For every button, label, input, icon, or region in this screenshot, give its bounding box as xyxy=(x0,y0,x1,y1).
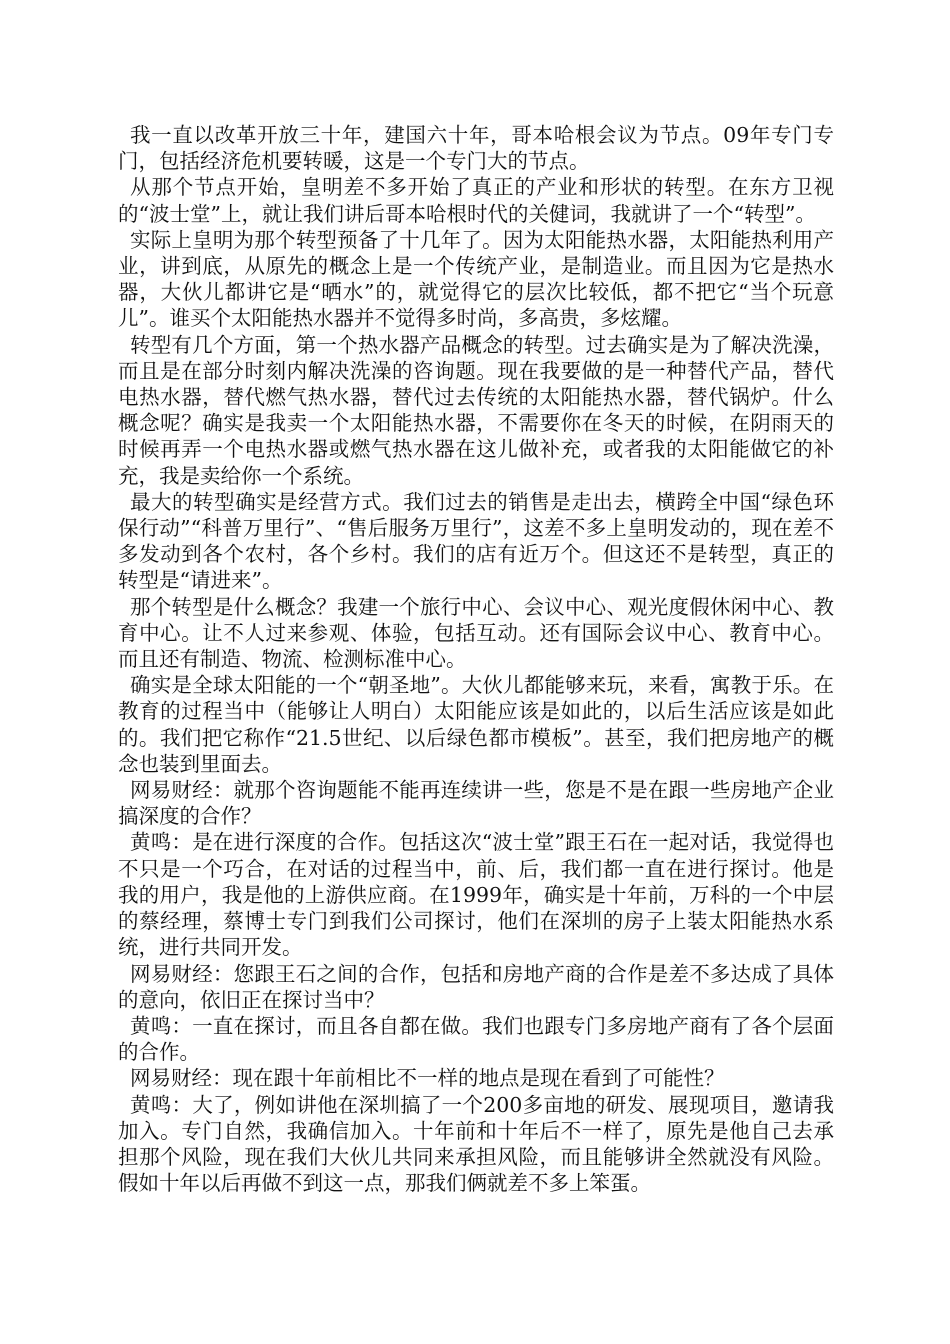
paragraph: 确实是全球太阳能的一个“朝圣地”。大伙儿都能够来玩，来看，寓教于乐。在教育的过程当中（能够让人明白）太阳能应该是如此的，以后生活应该是如此的。我们把它称作“21.5世纪、以后绿色都市模板”。甚至，我们把房地产的概念也装到里面去。 xyxy=(118,673,834,776)
article-body xyxy=(118,122,834,1196)
paragraph: 实际上皇明为那个转型预备了十几年了。因为太阳能热水器，太阳能热利用产业，讲到底，从原先的概念上是一个传统产业，是制造业。而且因为它是热水器，大伙儿都讲它是“晒水”的，就觉得它的层次比较低，都不把它“当个玩意儿”。谁买个太阳能热水器并不觉得多时尚，多高贵，多炫耀。 xyxy=(118,227,834,331)
paragraph: 我一直以改革开放三十年，建国六十年，哥本哈根会议为节点。09年专门专门，包括经济危机要转暖，这是一个专门大的节点。 xyxy=(118,123,834,174)
interview-question: 网易财经：现在跟十年前相比不一样的地点是现在看到了可能性？ xyxy=(130,1066,725,1091)
paragraph: 那个转型是什么概念？我建一个旅行中心、会议中心、观光度假休闲中心、教育中心。让不人过来参观、体验，包括互动。还有国际会议中心、教育中心。而且还有制造、物流、检测标准中心。 xyxy=(118,594,834,672)
paragraph: 最大的转型确实是经营方式。我们过去的销售是走出去，横跨全中国“绿色环保行动”“科普万里行”、“售后服务万里行”，这差不多上皇明发动的，现在差不多发动到各个农村，各个乡村。我们的店有近万个。但这还不是转型，真正的转型是“请进来”。 xyxy=(118,489,834,593)
interview-question: 网易财经：您跟王石之间的合作，包括和房地产商的合作是差不多达成了具体的意向，依旧正在探讨当中？ xyxy=(118,961,834,1012)
paragraph: 转型有几个方面，第一个热水器产品概念的转型。过去确实是为了解决洗澡，而且是在部分时刻内解决洗澡的咨询题。现在我要做的是一种替代产品，替代电热水器，替代燃气热水器，替代过去传统的太阳能热水器，替代锅炉。什么概念呢？确实是我卖一个太阳能热水器，不需要你在冬天的时候，在阴雨天的时候再弄一个电热水器或燃气热水器在这儿做补充，或者我的太阳能做它的补充，我是卖给你一个系统。 xyxy=(118,332,834,488)
paragraph: 从那个节点开始，皇明差不多开始了真正的产业和形状的转型。在东方卫视的“波士堂”上，就让我们讲后哥本哈根时代的关健词，我就讲了一个“转型”。 xyxy=(118,175,834,226)
interview-answer: 黄鸣：是在进行深度的合作。包括这次“波士堂”跟王石在一起对话，我觉得也不只是一个巧合，在对话的过程当中，前、后，我们都一直在进行探讨。他是我的用户，我是他的上游供应商。在1999年，确实是十年前，万科的一个中层的蔡经理，蔡博士专门到我们公司探讨，他们在深圳的房子上装太阳能热水系统，进行共同开发。 xyxy=(118,830,834,960)
interview-answer: 黄鸣：一直在探讨，而且各自都在做。我们也跟专门多房地产商有了各个层面的合作。 xyxy=(118,1013,834,1065)
interview-answer: 黄鸣：大了，例如讲他在深圳搞了一个200多亩地的研发、展现项目，邀请我加入。专门自然，我确信加入。十年前和十年后不一样了，原先是他自己去承担那个风险，现在我们大伙儿共同来承担风险，而且能够讲全然就没有风险。假如十年以后再做不到这一点，那我们俩就差不多上笨蛋。 xyxy=(118,1092,834,1196)
interview-question: 网易财经：就那个咨询题能不能再连续讲一些，您是不是在跟一些房地产企业搞深度的合作？ xyxy=(118,778,834,829)
